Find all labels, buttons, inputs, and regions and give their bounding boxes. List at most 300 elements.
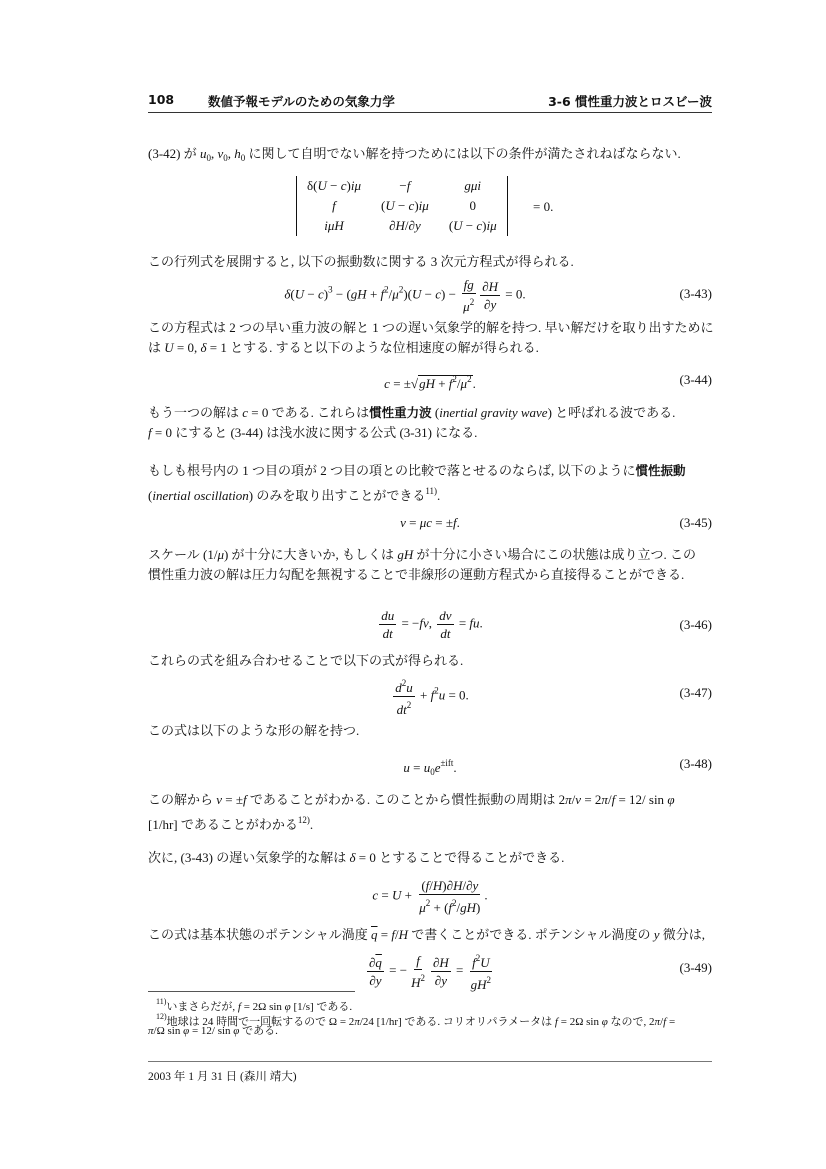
math-italic: gH [470, 977, 487, 992]
equation-number: (3-47) [679, 685, 712, 700]
superscript: 2 [452, 374, 457, 384]
text-run: / [456, 900, 461, 915]
math-italic: u [403, 760, 410, 775]
numerator [414, 952, 422, 970]
text-run: ( [148, 488, 153, 503]
fraction [431, 954, 451, 989]
matrix-cell [439, 216, 507, 236]
math-italic: v [217, 146, 224, 161]
paragraph [148, 545, 712, 565]
math-italic: h [234, 146, 241, 161]
text-run: = ± [389, 376, 411, 391]
superscript: 12) [297, 815, 310, 825]
math-italic: f [148, 425, 152, 440]
text-run: = [452, 962, 467, 978]
text-run: = ± [222, 792, 244, 807]
text-run: / [429, 878, 433, 893]
math-italic: c [408, 198, 415, 213]
text-run: . [479, 615, 483, 631]
text-run: = [455, 615, 470, 631]
text-run: いまさらだが, [166, 1001, 238, 1013]
text-run: = − [398, 615, 420, 631]
determinant [296, 176, 508, 236]
text-run: − [462, 218, 477, 233]
text-run: スケール (1/ [148, 547, 218, 562]
text-run: (3-42) が [148, 146, 200, 161]
math-italic: δ [349, 850, 356, 865]
math-italic: f [416, 953, 420, 968]
math-italic: iμH [324, 218, 344, 233]
math-italic: gH [460, 900, 477, 915]
fraction [461, 276, 476, 315]
math-italic: f [554, 1016, 558, 1028]
text-run: = 0 である. これらは [248, 405, 370, 420]
text-run: , [211, 146, 218, 161]
math-italic: f [453, 515, 457, 531]
section-title: 3-6 慣性重力波とロスビー波 [548, 94, 712, 109]
text-run: ) [323, 286, 329, 302]
math-italic: U [317, 178, 327, 193]
denominator [461, 294, 476, 315]
text-run: この行列式を展開すると, 以下の振動数に関する 3 次元方程式が得られる. [148, 254, 574, 269]
text-run: . [472, 376, 476, 391]
text-run: = [666, 1016, 676, 1028]
footer-rule [148, 1061, 712, 1062]
subscript: 0 [206, 153, 211, 163]
text-run: 微分は, [659, 927, 706, 942]
math-italic: U [480, 955, 490, 970]
text-run: = 2Ω sin [557, 1016, 602, 1028]
denominator [433, 972, 449, 989]
text-run: もしも根号内の 1 つ目の項が 2 つ目の項との比較で落とせるのならば, 以下のように [148, 463, 636, 478]
overbar-symbol: $\overline{q}$ [375, 955, 382, 970]
math-italic: π [354, 1016, 360, 1028]
text-run: /∂ [462, 878, 473, 893]
math-italic: du [381, 608, 395, 623]
text-run: . [437, 488, 441, 503]
text-run: ) のみを取り出すことができる [248, 488, 426, 503]
denominator [367, 972, 383, 989]
text-run: + [434, 376, 449, 391]
fraction [437, 607, 453, 642]
numerator [437, 607, 453, 625]
math-italic: μ [392, 286, 399, 302]
denominator [417, 895, 482, 916]
equation-body [284, 276, 525, 315]
equation-body [391, 675, 469, 718]
math-italic: f [391, 927, 395, 942]
text-run: / [660, 1016, 664, 1028]
math-italic: f [448, 900, 453, 915]
text-run: ) が十分に大きいか, もしくは [223, 547, 398, 562]
text-run: ( [431, 405, 440, 420]
paragraph [148, 461, 712, 481]
math-italic: c [318, 286, 324, 302]
text-run: に関して自明でない解を持つためには以下の条件が満たされねばならない. [245, 146, 681, 161]
text-run: − [399, 178, 407, 193]
math-italic: π [148, 1025, 154, 1037]
subscript: 0 [240, 153, 246, 163]
math-italic: μc [419, 515, 433, 531]
text-run: = ± [432, 515, 453, 531]
equation-number: (3-43) [679, 286, 712, 301]
math-italic: f [380, 286, 385, 302]
text-run: /Ω sin [153, 1025, 184, 1037]
superscript: ±ift [440, 758, 454, 768]
math-italic: H [453, 878, 463, 893]
text-run: + [416, 687, 431, 703]
text-run: [1/hr] であることがわかる [148, 817, 298, 832]
numerator [462, 276, 476, 294]
radical-sign: √ [410, 376, 419, 391]
math-italic: f [406, 178, 411, 193]
paragraph [148, 790, 712, 810]
denominator [395, 697, 414, 718]
text-run: − [421, 286, 436, 302]
book-title: 数値予報モデルのための気象力学 [208, 94, 395, 109]
superscript: 2 [467, 374, 472, 384]
math-italic: gH [350, 286, 367, 302]
denominator [381, 625, 395, 642]
math-italic: c [372, 887, 379, 903]
equation-phase-speed [148, 877, 712, 913]
math-italic: φ [233, 1025, 240, 1037]
equation-body [400, 514, 460, 532]
text-run: で書くことができる. ポテンシャル渦度の [408, 927, 654, 942]
matrix-cell [371, 196, 439, 216]
radicand [418, 375, 473, 391]
matrix-cell [297, 216, 371, 236]
equation-3-43 [148, 276, 712, 312]
fraction [417, 877, 482, 916]
numerator [393, 675, 415, 697]
math-italic: y [653, 927, 660, 942]
text-run: . [453, 760, 457, 775]
math-italic: U [453, 218, 463, 233]
math-italic: c [435, 286, 441, 302]
math-italic: dt [382, 626, 393, 641]
paragraph [148, 651, 712, 671]
math-italic: y [441, 973, 447, 988]
text-run: ( [380, 198, 386, 213]
equation-body [377, 607, 483, 642]
text-run: ∂ [434, 973, 442, 988]
paragraph [148, 144, 712, 168]
text-run: . [309, 817, 314, 832]
math-italic: fv [419, 615, 429, 631]
numerator [470, 950, 492, 972]
math-italic: φ [183, 1025, 190, 1037]
bold-term: 慣性重力波 [369, 405, 432, 420]
math-italic: f [472, 955, 476, 970]
math-italic: u [423, 760, 431, 775]
math-italic: c [476, 218, 483, 233]
numerator [379, 607, 396, 625]
matrix-row [297, 176, 508, 196]
matrix-row [297, 216, 508, 236]
equation-number: (3-46) [679, 617, 712, 632]
text-run: この方程式は 2 つの早い重力波の解と 1 つの遅い気象学的解を持つ. 早い解だけを取り出すために [148, 320, 714, 335]
determinant-rhs: = 0. [533, 199, 554, 214]
text-run: / [388, 286, 393, 302]
math-italic: dt [396, 702, 407, 717]
superscript: 2 [398, 284, 404, 295]
subscript: 0 [223, 153, 228, 163]
paragraph [148, 810, 712, 835]
equation-3-45 [148, 513, 712, 533]
text-run: = 2Ω sin [240, 1001, 285, 1013]
numerator [367, 954, 384, 972]
fraction [379, 607, 396, 642]
math-italic: y [414, 218, 421, 233]
text-run: . [484, 887, 488, 903]
text-run: ) [414, 198, 419, 213]
fraction [480, 278, 500, 313]
text-run: / [394, 927, 399, 942]
math-italic: μ [217, 547, 224, 562]
text-run: これらの式を組み合わせることで以下の式が得られる. [148, 653, 464, 668]
square-root [411, 370, 473, 393]
math-italic: y [490, 297, 497, 312]
matrix-cell [371, 176, 439, 196]
text-run: ( [448, 218, 454, 233]
math-italic: c [384, 376, 390, 391]
text-run: / [456, 376, 461, 391]
math-italic: φ [667, 792, 675, 807]
text-run: この式は以下のような形の解を持つ. [148, 723, 360, 738]
denominator [482, 296, 498, 313]
math-italic: c [340, 178, 347, 193]
footer-date-author: 2003 年 1 月 31 日 (森川 靖大) [148, 1071, 297, 1083]
text-run: は [148, 340, 165, 355]
header-rule [148, 112, 712, 113]
math-italic: iμ [486, 218, 497, 233]
text-run: /24 [1/hr] である. コリオリパラメータは [359, 1016, 555, 1028]
math-italic: ν [216, 792, 223, 807]
text-run: が十分に小さい場合にこの状態は成り立つ. この [413, 547, 696, 562]
paragraph [148, 721, 712, 741]
superscript: 2 [384, 284, 389, 295]
bold-term: 慣性振動 [635, 463, 686, 478]
text-run: = 12/ sin [189, 1025, 234, 1037]
text-run: ) − [441, 286, 460, 302]
text-run: 慣性重力波の解は圧力勾配を無視することで非線形の運動方程式から直接得ることができる. [148, 567, 685, 582]
math-italic: H [398, 927, 408, 942]
superscript: 3 [328, 284, 333, 295]
text-run: ∂ [482, 279, 489, 294]
matrix-row [297, 196, 508, 216]
text-run: . [456, 515, 460, 531]
math-italic: dt [440, 626, 451, 641]
text-run: 地球は 24 時間で一回転するので Ω = 2 [166, 1016, 355, 1028]
text-run: + [366, 286, 381, 302]
equation-number: (3-49) [679, 960, 712, 975]
matrix-cell [297, 196, 371, 216]
numerator [480, 278, 500, 296]
text-run: ∂ [389, 218, 396, 233]
text-run: ) [476, 900, 481, 915]
math-italic: δ [200, 340, 207, 355]
math-italic: gH [397, 547, 414, 562]
denominator [409, 970, 427, 991]
math-italic: μ [460, 376, 468, 391]
math-italic: y [375, 973, 382, 988]
math-italic: u [438, 687, 446, 703]
math-italic: f [425, 878, 430, 893]
equation-3-44 [148, 370, 712, 390]
math-italic: inertial gravity wave [439, 405, 548, 420]
math-italic: fu [469, 615, 480, 631]
paragraph [148, 565, 712, 585]
equation-body [365, 950, 495, 993]
math-italic: U [391, 887, 402, 903]
math-italic: gH [419, 376, 435, 391]
text-run: 0 [469, 198, 476, 213]
math-italic: π [601, 792, 608, 807]
text-run: , [428, 615, 436, 631]
math-italic: π [565, 792, 572, 807]
math-italic: fg [463, 277, 474, 292]
math-italic: H [395, 218, 405, 233]
math-italic: U [411, 286, 422, 302]
text-run: δ( [307, 178, 318, 193]
math-italic: f [448, 376, 453, 391]
text-run: = 1 とする. すると以下のような位相速度の解が得られる. [206, 340, 539, 355]
text-run: = [377, 927, 392, 942]
math-italic: H [432, 878, 443, 893]
text-run: − ( [332, 286, 351, 302]
equation-body [372, 877, 487, 916]
math-italic: e [434, 760, 441, 775]
matrix-cell [297, 176, 371, 196]
math-italic: φ [601, 1016, 608, 1028]
math-italic: U [385, 198, 395, 213]
text-run: [1/s] である. [290, 1001, 353, 1013]
denominator [469, 972, 493, 993]
numerator [431, 954, 451, 972]
text-run: ∂ [369, 973, 376, 988]
numerator [419, 877, 480, 895]
overbar-symbol: $\overline{q}$ [371, 927, 378, 942]
superscript: 2 [406, 700, 412, 710]
superscript: 2 [452, 898, 457, 908]
text-run: = 2 [581, 792, 602, 807]
matrix-cell [371, 216, 439, 236]
math-italic: f [237, 1001, 241, 1013]
equation-3-48 [148, 754, 712, 777]
text-run: ) と呼ばれる波である. [547, 405, 676, 420]
math-italic: H [411, 975, 421, 990]
math-italic: μ [419, 900, 426, 915]
math-italic: d [395, 680, 402, 695]
superscript: 2 [486, 975, 492, 985]
equation-number: (3-44) [679, 372, 712, 387]
math-italic: u [406, 680, 413, 695]
equation-3-46 [148, 607, 712, 643]
equation-body [384, 370, 476, 393]
text-run: ∂ [368, 955, 376, 970]
math-italic: U [294, 286, 305, 302]
math-italic: μ [463, 299, 470, 314]
text-run: であることがわかる. このことから慣性振動の周期は 2 [246, 792, 566, 807]
math-italic: H [488, 279, 499, 294]
superscript: 2 [469, 297, 475, 307]
paragraph [148, 481, 712, 506]
paragraph [148, 318, 712, 338]
paragraph [148, 403, 712, 423]
footnote-rule [148, 991, 355, 992]
page-number: 108 [148, 92, 175, 107]
fraction [367, 954, 384, 989]
superscript: 2 [434, 685, 439, 696]
superscript: 2 [425, 898, 431, 908]
text-run: 次に, (3-43) の遅い気象学的な解は [148, 850, 350, 865]
text-run: = − [385, 962, 408, 978]
math-italic: π [654, 1016, 661, 1028]
text-run: ( [421, 878, 426, 893]
text-run: この式は基本状態のポテンシャル渦度 [148, 927, 372, 942]
text-run: = [409, 760, 424, 775]
equation-3-47 [148, 675, 712, 717]
math-italic: y [472, 878, 479, 893]
text-run: この解から [148, 792, 217, 807]
text-run: = 0 とすることで得ることができる. [355, 850, 565, 865]
superscript: 11) [425, 486, 438, 496]
matrix-cell [439, 176, 507, 196]
text-run: / [607, 792, 612, 807]
text-run: ∂ [432, 955, 440, 970]
superscript: 2 [401, 678, 407, 688]
fraction [409, 952, 427, 991]
matrix-cell [439, 196, 507, 216]
equation-number: (3-48) [679, 756, 712, 771]
text-run: )( [403, 286, 412, 302]
text-run: − [326, 178, 341, 193]
math-italic: f [243, 792, 247, 807]
math-italic: H [439, 955, 449, 970]
text-run: ∂ [484, 297, 491, 312]
footnote-12-continued [148, 1024, 712, 1038]
text-run: )∂ [442, 878, 454, 893]
text-run: = [405, 515, 420, 531]
paragraph [148, 925, 712, 945]
subscript: 0 [430, 767, 435, 777]
paragraph [148, 252, 712, 272]
math-italic: gμi [464, 178, 482, 193]
math-italic: U [164, 340, 174, 355]
math-italic: f [663, 1016, 667, 1028]
fraction [393, 675, 415, 718]
math-italic: dv [439, 608, 452, 623]
math-italic: f [611, 792, 616, 807]
superscript: 11) [156, 997, 167, 1006]
determinant-matrix [296, 176, 508, 236]
text-run: /∂ [404, 218, 415, 233]
text-run: = 0. [502, 286, 526, 302]
text-run: = 0 にすると (3-44) は浅水波に関する公式 (3-31) になる. [151, 425, 478, 440]
paragraph [148, 338, 712, 358]
math-italic: f [332, 198, 336, 213]
text-run: ) [346, 178, 351, 193]
text-run: − [304, 286, 318, 302]
text-run: = [378, 887, 392, 903]
math-italic: δ [284, 286, 291, 302]
text-run: + [401, 887, 416, 903]
superscript: 2 [475, 953, 481, 963]
text-run: ) [482, 218, 487, 233]
math-italic: inertial oscillation [152, 488, 249, 503]
text-run: , [227, 146, 235, 161]
